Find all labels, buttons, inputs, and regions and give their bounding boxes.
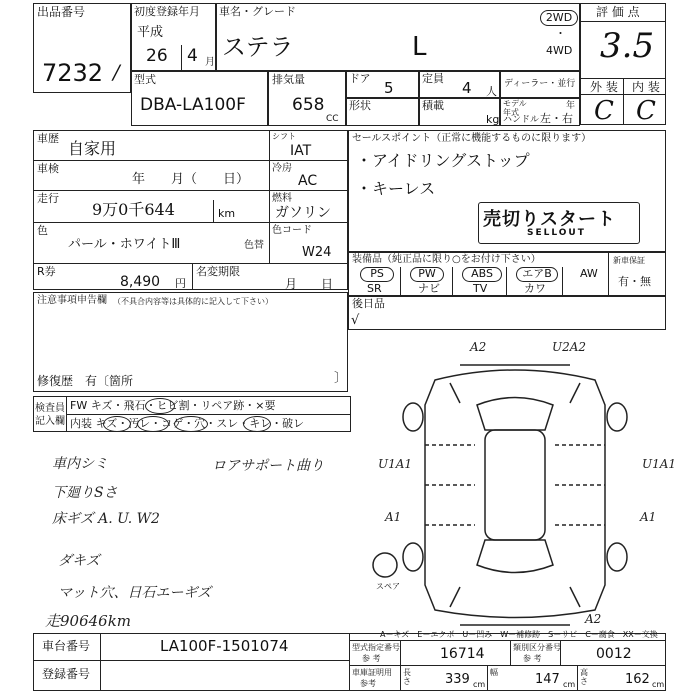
history-label: 車歴 xyxy=(37,132,59,145)
height-label: 高さ xyxy=(580,668,588,686)
door-label: ドア xyxy=(349,72,371,85)
score: 3.5 xyxy=(600,26,655,66)
handle-label: ハンドル xyxy=(503,115,540,125)
color-label: 色 xyxy=(37,224,48,237)
car-damage-diagram xyxy=(365,335,665,635)
color: パール・ホワイトⅢ xyxy=(68,237,181,252)
circle-kizu xyxy=(103,416,131,432)
ext-grade: C xyxy=(594,96,614,126)
expiry-label: 名変期限 xyxy=(196,265,240,278)
type-no-label: 型式指定番号 xyxy=(352,643,400,652)
car-front-glass xyxy=(477,398,553,431)
mileage-unit: km xyxy=(218,207,236,220)
colorcode-label: 色コード xyxy=(272,225,312,236)
handwritten-note-5: マット穴、日石エーギズ xyxy=(58,585,212,601)
handwritten-note-1: 車内シミ xyxy=(52,456,108,472)
notice-label: 注意事項申告欄 xyxy=(37,295,107,306)
selling-point-2: ・キーレス xyxy=(356,179,436,198)
int-grade: C xyxy=(636,96,656,126)
aftermarket-mark: √ xyxy=(351,313,360,328)
month-unit: 月 xyxy=(205,57,215,68)
inspection-label: 車検 xyxy=(37,162,59,175)
selling-point-1: ・アイドリングストップ xyxy=(356,151,530,170)
equip-navi: ナビ xyxy=(418,282,440,295)
width-unit: cm xyxy=(563,680,576,689)
width-label: 幅 xyxy=(490,668,498,677)
spare-tire-icon xyxy=(373,553,397,577)
seat-label: 定員 xyxy=(422,72,444,85)
damage-mark-u2a2: U2A2 xyxy=(552,340,587,354)
int-label: 内 装 xyxy=(632,80,660,94)
name-label: 車名・グレード xyxy=(219,5,296,18)
history: 自家用 xyxy=(68,139,117,158)
doors: 5 xyxy=(384,79,394,97)
model-year-unit: 年 xyxy=(566,101,576,111)
equip-pw: PW xyxy=(410,267,444,282)
disp-unit: CC xyxy=(326,114,339,124)
width: 147 xyxy=(535,672,560,687)
fuel-label: 燃料 xyxy=(272,193,292,204)
dealer-label: ディーラー・並行 xyxy=(504,79,576,89)
aftermarket-box xyxy=(348,296,666,330)
equip-abs: ABS xyxy=(462,267,502,282)
first-reg-label: 初度登録年月 xyxy=(134,5,200,18)
damage-legend: A－キズ E－エクボ U－凹み W－補修跡 S－サビ C－腐食 XX－交換 xyxy=(380,630,658,639)
inspector-row-1: FW キズ・飛石・ヒビ割・リペア跡・×要 xyxy=(70,399,276,412)
drive-4wd: 4WD xyxy=(546,44,573,57)
lot-number: 7232 xyxy=(42,59,104,87)
equipment-label: 装備品（純正品に限り○をお付け下さい） xyxy=(352,254,541,265)
handwritten-note-2: 下廻りSさ xyxy=(52,485,118,501)
load-label: 積載 xyxy=(422,99,444,112)
selling-label: セールスポイント（正常に機能するものに限ります） xyxy=(352,133,592,144)
cert-sub: 参考 xyxy=(360,679,376,688)
height-unit: cm xyxy=(652,680,665,689)
type-no: 16714 xyxy=(440,646,485,662)
disp: 658 xyxy=(292,95,325,115)
shift: IAT xyxy=(290,143,312,159)
drive-2wd: 2WD xyxy=(540,10,578,26)
chassis: LA100F-1501074 xyxy=(160,637,289,655)
circle-tobiishi xyxy=(145,398,175,414)
damage-mark-u1a1-right: U1A1 xyxy=(642,457,677,471)
damage-mark-a1-right: A1 xyxy=(640,510,657,524)
damage-mark-a2-front: A2 xyxy=(470,340,487,354)
model-label: 型式 xyxy=(134,73,156,86)
body-label: 形状 xyxy=(349,99,371,112)
damage-mark-u1a1-left: U1A1 xyxy=(378,457,413,471)
handwritten-note-4: ダキズ xyxy=(58,553,100,569)
mileage-label: 走行 xyxy=(37,192,59,205)
notice-sub: （不具合内容等は具体的に記入して下さい） xyxy=(113,297,273,306)
recycle: 8,490 xyxy=(120,274,161,290)
repair-end: 〕 xyxy=(334,371,348,386)
model: DBA-LA100F xyxy=(140,95,246,115)
score-label: 評 価 点 xyxy=(596,5,640,19)
ac-label: 冷房 xyxy=(272,163,292,174)
sellout-stamp xyxy=(478,202,640,244)
height: 162 xyxy=(625,672,650,687)
class-no-label: 類別区分番号 xyxy=(513,643,561,652)
length-unit: cm xyxy=(473,680,486,689)
class-no: 0012 xyxy=(596,646,632,662)
colorcode: W24 xyxy=(302,245,332,260)
equip-ps: PS xyxy=(360,267,394,282)
equip-aw: AW xyxy=(580,267,598,280)
grade: L xyxy=(412,32,427,62)
car-name: ステラ xyxy=(222,33,294,61)
equip-sr: SR xyxy=(367,282,382,295)
ext-label: 外 装 xyxy=(590,80,618,94)
era: 平成 xyxy=(137,25,164,40)
new-car-label: 新車保証 xyxy=(613,256,645,265)
circle-yogore xyxy=(137,416,169,432)
equip-airbag: エアB xyxy=(516,267,558,282)
type-no-sub: 参 考 xyxy=(362,654,381,663)
drive-sep: ・ xyxy=(555,27,566,40)
aftermarket-label: 後日品 xyxy=(352,297,385,310)
length-label: 長さ xyxy=(403,668,411,686)
damage-mark-a2-rear: A2 xyxy=(585,612,602,626)
car-body-outline xyxy=(425,370,605,618)
spare-label: スペア xyxy=(376,582,400,591)
inspector-row-2: 内装 キズ・汚レ・コゲ・穴・スレ・キレ・破レ xyxy=(70,417,305,430)
circle-sure xyxy=(243,416,271,432)
handle: 左・右 xyxy=(540,112,573,125)
sellout-stamp-sub: SELLOUT xyxy=(527,228,586,238)
lot-slash: / xyxy=(113,60,120,84)
sellout-stamp-main: 売切りスタート xyxy=(483,209,616,230)
handwritten-note-6: 走90646km xyxy=(45,612,132,630)
circle-koge xyxy=(174,416,208,432)
reg-label: 登録番号 xyxy=(42,667,91,681)
new-car: 有・無 xyxy=(618,275,651,288)
length: 339 xyxy=(445,672,470,687)
load-unit: kg xyxy=(486,113,500,126)
inspector-label: 検査員記入欄 xyxy=(35,403,65,427)
shift-label: シフト xyxy=(272,132,296,141)
chassis-label: 車台番号 xyxy=(42,639,91,653)
fuel: ガソリン xyxy=(275,205,331,221)
equip-leather: カワ xyxy=(524,282,546,295)
paint-label: 色替 xyxy=(244,240,264,251)
ac: AC xyxy=(298,173,318,189)
cert-label: 車庫証明用 xyxy=(352,668,392,677)
handwritten-note-3: 床ギズ A. U. W2 xyxy=(52,511,160,527)
model-year-label: モデル年式 xyxy=(503,99,527,117)
expiry: 月 日 xyxy=(285,277,334,291)
lot-label: 出品番号 xyxy=(37,5,86,19)
equip-tv: TV xyxy=(473,282,488,295)
first-reg-year: 26 xyxy=(146,46,168,66)
damage-mark-a1-left: A1 xyxy=(385,510,402,524)
inspection: 年 月（ 日） xyxy=(132,172,250,187)
repair-label: 修復歴 有〔箇所 xyxy=(37,374,134,388)
car-rear-glass xyxy=(477,540,553,573)
first-reg-month: 4 xyxy=(187,46,198,66)
seats: 4 xyxy=(462,79,472,97)
handwritten-note-right: ロアサポート曲り xyxy=(212,458,324,474)
car-roof xyxy=(485,430,545,540)
mileage: 9万0千644 xyxy=(92,200,175,219)
recycle-label: R券 xyxy=(37,265,56,278)
disp-label: 排気量 xyxy=(272,73,305,86)
recycle-unit: 円 xyxy=(175,277,186,290)
seat-unit: 人 xyxy=(486,85,497,98)
class-no-sub: 参 考 xyxy=(523,654,542,663)
